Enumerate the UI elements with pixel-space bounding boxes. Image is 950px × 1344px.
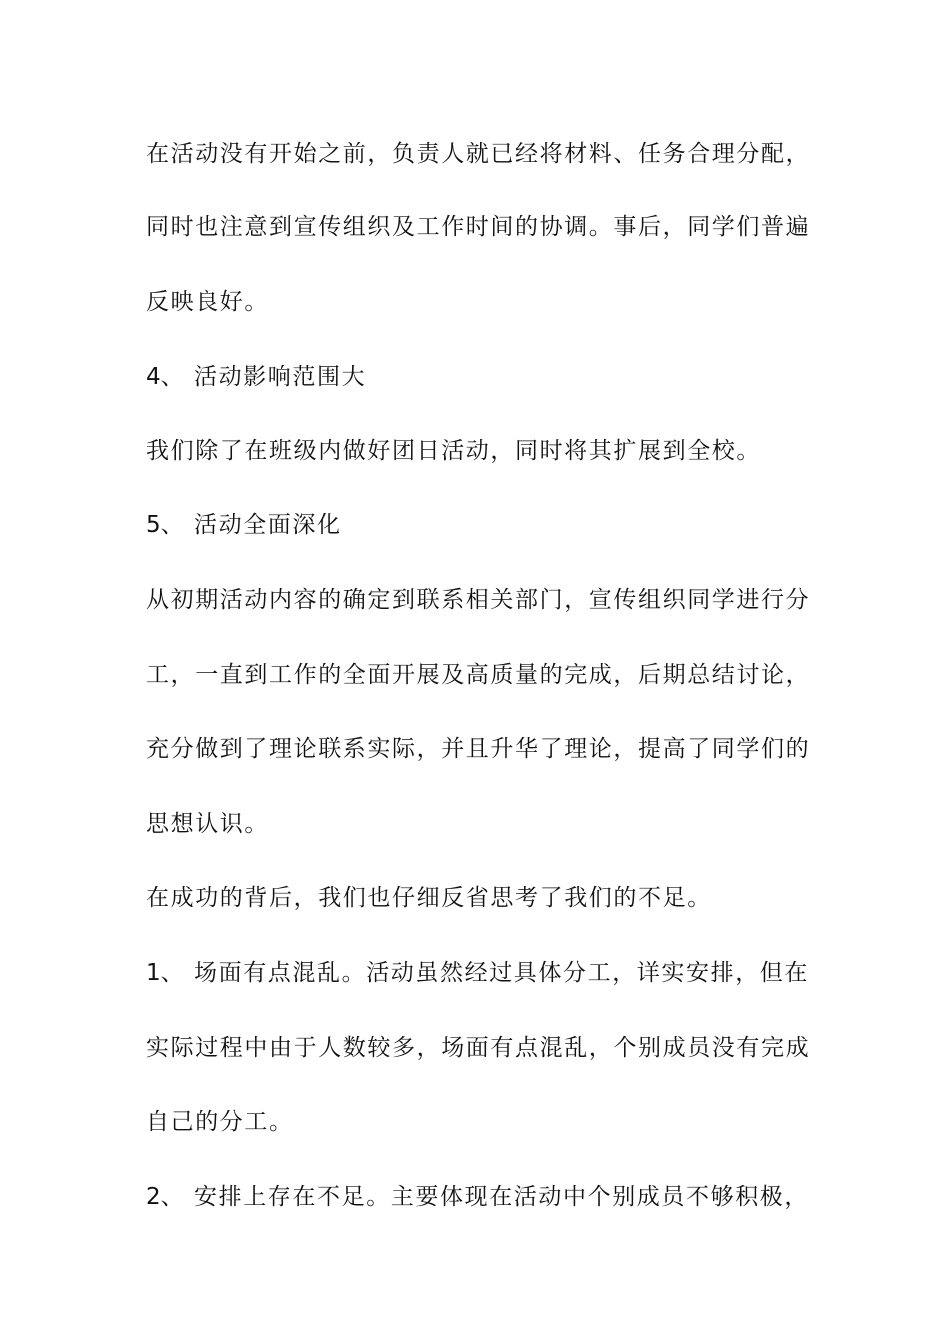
- paragraph-line: 思想认识。: [146, 811, 269, 837]
- list-item-text: 场面有点混乱。活动虽然经过具体分工，详实安排，但在: [194, 960, 809, 986]
- list-item-2: [146, 1182, 826, 1212]
- paragraph-line: 充分做到了理论联系实际，并且升华了理论，提高了同学们的: [146, 736, 811, 762]
- paragraph-line: 我们除了在班级内做好团日活动，同时将其扩展到全校。: [146, 438, 761, 464]
- paragraph-line: 自己的分工。: [146, 1109, 294, 1135]
- list-number: 2、: [146, 1184, 184, 1210]
- paragraph-line: 工，一直到工作的全面开展及高质量的完成，后期总结讨论，: [146, 662, 811, 688]
- paragraph-line: 同时也注意到宣传组织及工作时间的协调。事后，同学们普遍: [146, 214, 811, 240]
- list-item-1: [146, 958, 826, 988]
- paragraph-line: 反映良好。: [146, 289, 269, 315]
- list-heading-text: 活动影响范围大: [194, 364, 367, 390]
- list-number: 5、: [146, 512, 184, 538]
- list-number: 4、: [146, 364, 184, 390]
- paragraph-line: 在活动没有开始之前，负责人就已经将材料、任务合理分配，: [146, 141, 811, 167]
- list-heading-4: [146, 362, 826, 392]
- list-heading-5: [146, 510, 826, 540]
- paragraph-line: 从初期活动内容的确定到联系相关部门，宣传组织同学进行分: [146, 587, 811, 613]
- list-item-text: 安排上存在不足。主要体现在活动中个别成员不够积极，: [194, 1184, 809, 1210]
- list-heading-text: 活动全面深化: [194, 512, 342, 538]
- paragraph-line: 在成功的背后，我们也仔细反省思考了我们的不足。: [146, 885, 712, 911]
- list-number: 1、: [146, 960, 184, 986]
- paragraph-line: 实际过程中由于人数较多，场面有点混乱，个别成员没有完成: [146, 1035, 811, 1061]
